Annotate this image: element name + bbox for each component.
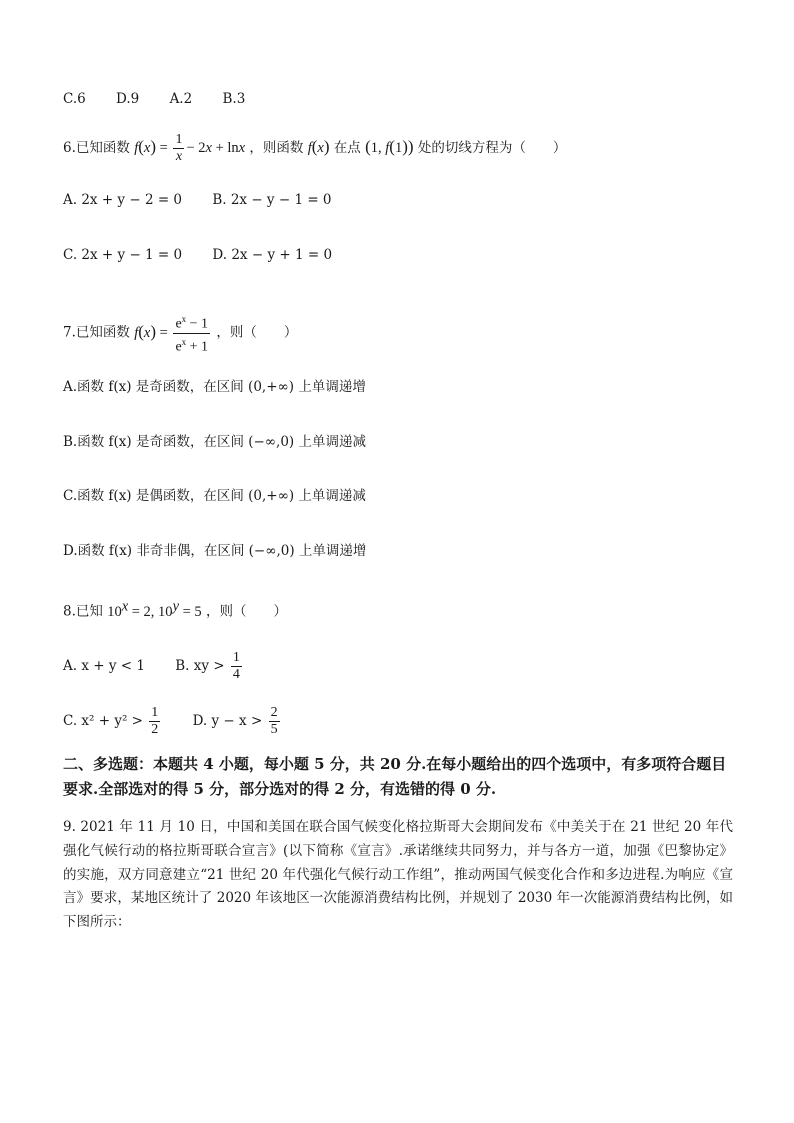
q6-option-c: C. 2x + y − 1 = 0: [63, 247, 183, 263]
q7-function-formula: f(x) = $\frac{e^x - 1}{e^x + 1}$: [134, 325, 212, 341]
q8-option-d: D. y − x >: [192, 713, 263, 729]
q6-point: (1, f(1)): [365, 137, 414, 156]
q5-option-b: B.3: [222, 91, 246, 107]
q8-stem: [63, 596, 287, 622]
q6-option-a: A. 2x + y − 2 = 0: [63, 192, 183, 208]
q8-option-b: B. xy >: [175, 658, 225, 674]
q8-option-b-fraction: $\frac{1}{4}$: [232, 650, 240, 682]
q7-option-b: B.函数 f(x) 是奇函数，在区间 (−∞,0) 上单调递减: [63, 434, 366, 450]
q8-option-c-fraction: $\frac{1}{2}$: [151, 705, 159, 737]
q8-options-ab: [63, 650, 244, 683]
q6-stem-mid: ，则函数: [249, 140, 304, 156]
q5-option-c: C.6: [63, 91, 86, 107]
q7-option-c: C.函数 f(x) 是偶函数，在区间 (0,+∞) 上单调递减: [63, 488, 366, 504]
q7-stem-suffix: ，则（ ）: [216, 324, 298, 341]
q7-stem-prefix: 7.已知函数: [63, 324, 130, 341]
q6-fx: f(x): [307, 137, 330, 156]
section-2-heading: 二、多选题：本题共 4 小题，每小题 5 分，共 20 分.在每小题给出的四个选项中，有多项符合题目要求.全部选对的得 5 分，部分选对的得 2 分，有选错的得 0 分.: [63, 755, 727, 798]
q6-option-d: D. 2x − y + 1 = 0: [212, 247, 333, 263]
q9-paragraph: 9. 2021 年 11 月 10 日，中国和美国在联合国气候变化格拉斯哥大会期间发布《中美关于在 21 世纪 20 年代强化气候行动的格拉斯哥联合宣言》(以下简称《宣言》.承诺继续共同努力，并与各方一道，加强《巴黎协定》的实施，双方同意建立“21 世纪 20 年代强化气候行动工作组”，推动两国气候变化合作和多边进程.为响应《宣言》要求，某地区统计了 2020 年该地区一次能源消费结构比例，并规划了 2030 年一次能源消费结构比例，如下图所示：: [63, 819, 733, 931]
q6-option-b: B. 2x − y − 1 = 0: [212, 192, 332, 208]
q6-stem-suffix: 处的切线方程为（ ）: [417, 140, 567, 156]
q8-option-d-fraction: $\frac{2}{5}$: [270, 705, 278, 737]
q6-stem-prefix: 6.已知函数: [63, 140, 130, 156]
q8-option-c: C. x² + y² >: [63, 713, 143, 729]
q5-option-a: A.2: [169, 91, 193, 107]
q8-condition: $10^x = 2$, $10^y = 5$: [107, 598, 202, 620]
q6-stem: [63, 132, 566, 165]
q6-stem-mid2: 在点: [333, 140, 361, 156]
q7-option-d: D.函数 f(x) 非奇非偶，在区间 (−∞,0) 上单调递增: [63, 543, 367, 559]
q8-stem-suffix: ，则（ ）: [205, 603, 287, 620]
q5-options-row: [63, 89, 245, 109]
q8-options-cd: [63, 705, 282, 738]
q5-option-d: D.9: [116, 91, 140, 107]
q7-stem: [63, 311, 297, 355]
q6-options-cd: [63, 245, 332, 265]
q8-stem-prefix: 8.已知: [63, 603, 103, 620]
q6-options-ab: [63, 190, 332, 210]
q6-function-formula: f(x) = $\frac{1}{x}$ − 2x + lnx: [134, 132, 246, 164]
q8-option-a: A. x + y < 1: [63, 658, 145, 674]
q7-option-a: A.函数 f(x) 是奇函数，在区间 (0,+∞) 上单调递增: [63, 379, 366, 395]
